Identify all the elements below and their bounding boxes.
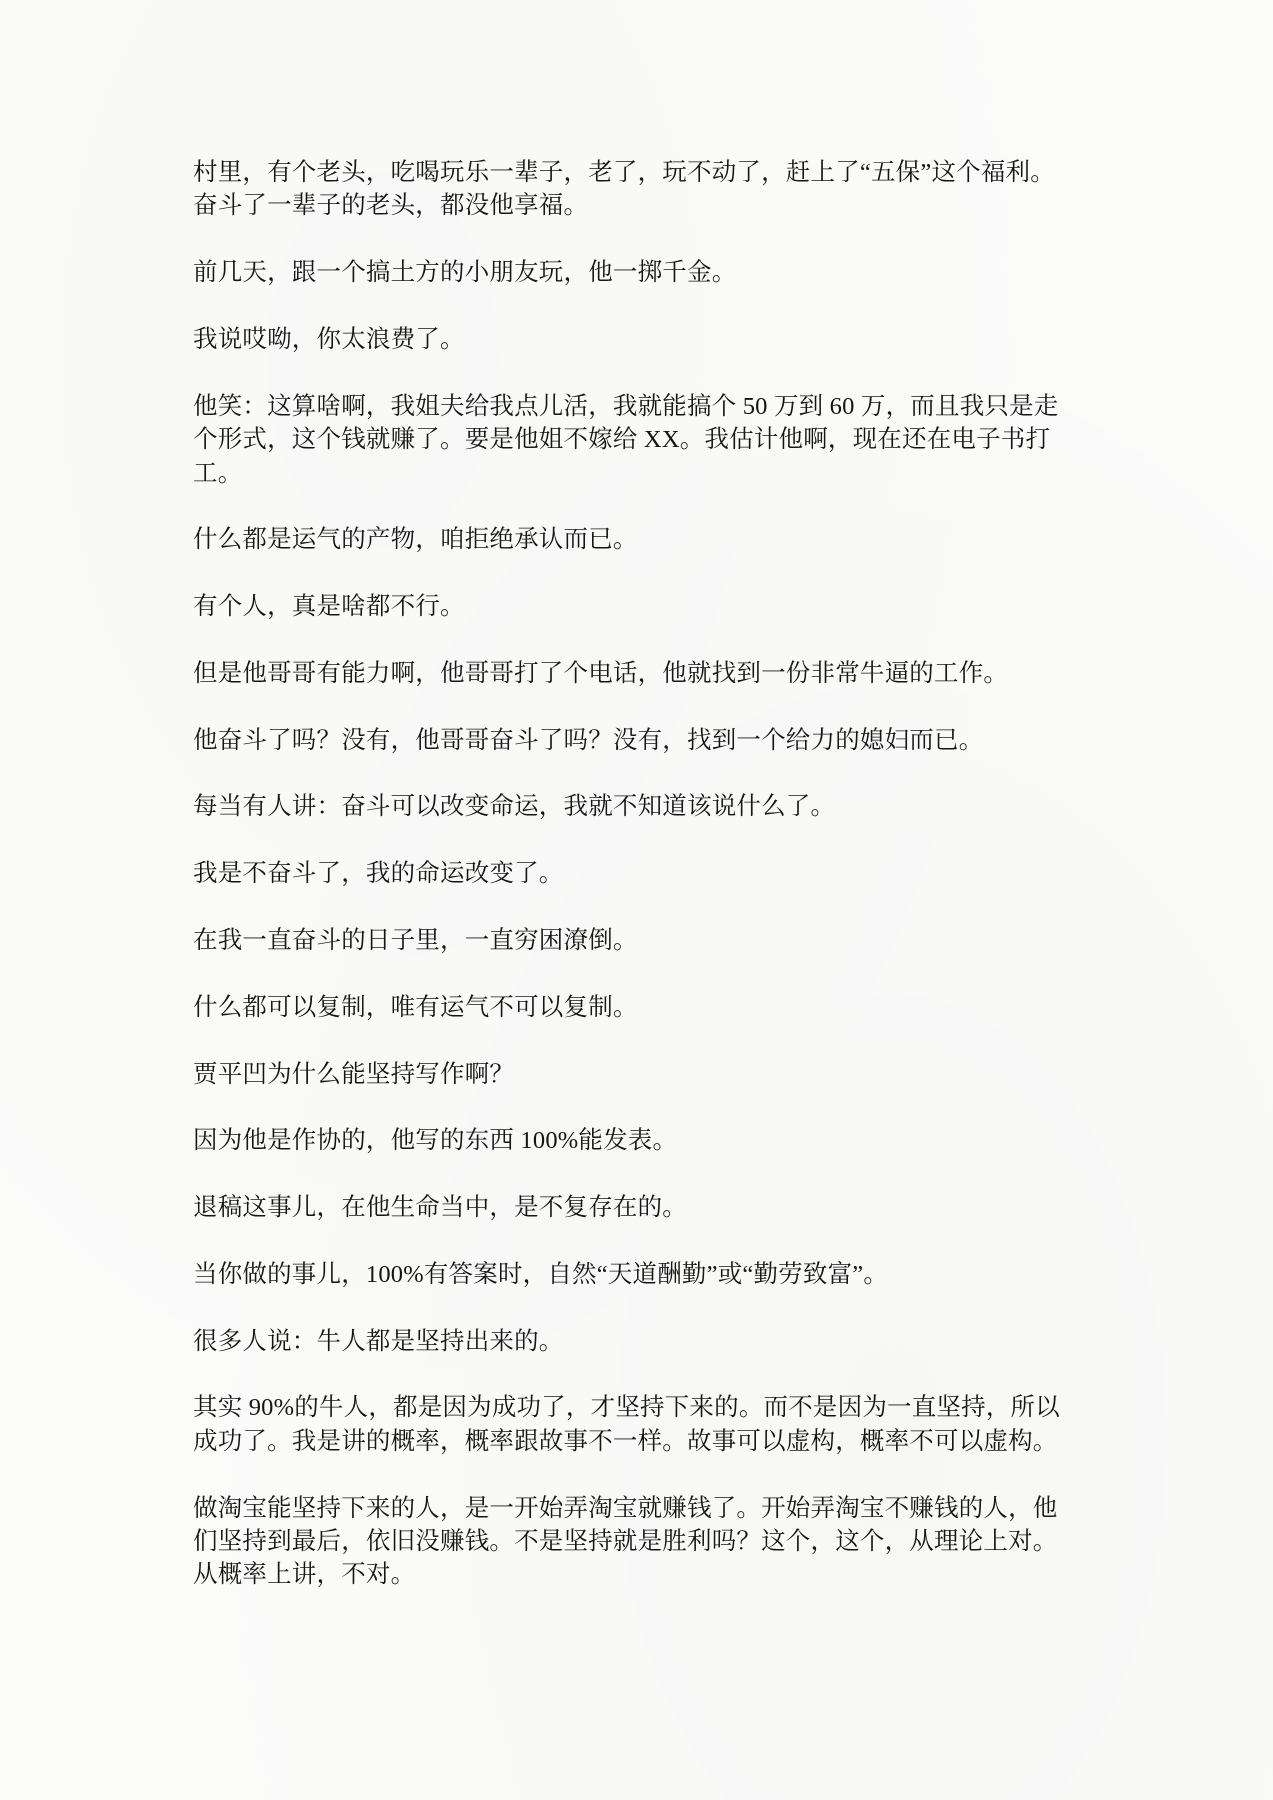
- paragraph: [193, 724, 1153, 757]
- paragraph: [193, 1325, 1153, 1358]
- paragraph: [193, 1124, 1153, 1157]
- paragraph: [193, 1391, 1153, 1458]
- paragraph: [193, 1058, 1153, 1091]
- paragraph: [193, 924, 1153, 957]
- paragraph: [193, 1191, 1153, 1224]
- text-line: 做淘宝能坚持下来的人，是一开始弄淘宝就赚钱了。开始弄淘宝不赚钱的人，他: [193, 1494, 1058, 1522]
- text-line: 成功了。我是讲的概率，概率跟故事不一样。故事可以虚构，概率不可以虚构。: [193, 1427, 1058, 1455]
- paragraph: [193, 323, 1153, 356]
- text-line: 有个人，真是啥都不行。: [193, 593, 465, 621]
- text-line: 什么都可以复制，唯有运气不可以复制。: [193, 993, 638, 1021]
- paragraph: [193, 523, 1153, 556]
- paragraph: [193, 857, 1153, 890]
- text-line: 但是他哥哥有能力啊，他哥哥打了个电话，他就找到一份非常牛逼的工作。: [193, 659, 1009, 687]
- paragraph: [193, 390, 1153, 490]
- text-line: 个形式，这个钱就赚了。要是他姐不嫁给 XX。我估计他啊，现在还在电子书打: [193, 426, 1051, 454]
- text-line: 我是不奋斗了，我的命运改变了。: [193, 860, 564, 888]
- text-line: 很多人说：牛人都是坚持出来的。: [193, 1327, 564, 1355]
- paragraph: [193, 256, 1153, 289]
- text-line: 什么都是运气的产物，咱拒绝承认而已。: [193, 526, 638, 554]
- paragraph: [193, 590, 1153, 623]
- text-line: 前几天，跟一个搞土方的小朋友玩，他一掷千金。: [193, 259, 737, 287]
- text-line: 从概率上讲，不对。: [193, 1561, 416, 1589]
- text-line: 们坚持到最后，依旧没赚钱。不是坚持就是胜利吗？这个，这个，从理论上对。: [193, 1528, 1058, 1556]
- text-line: 我说哎呦，你太浪费了。: [193, 325, 465, 353]
- text-line: 退稿这事儿，在他生命当中，是不复存在的。: [193, 1194, 687, 1222]
- paragraph: [193, 790, 1153, 823]
- text-line: 每当有人讲：奋斗可以改变命运，我就不知道该说什么了。: [193, 793, 836, 821]
- text-line: 工。: [193, 459, 243, 487]
- text-line: 贾平凹为什么能坚持写作啊？: [193, 1060, 515, 1088]
- paragraph: [193, 657, 1153, 690]
- text-line: 奋斗了一辈子的老头，都没他享福。: [193, 192, 589, 220]
- paragraph: [193, 1492, 1153, 1592]
- text-line: 当你做的事儿，100%有答案时，自然“天道酬勤”或“勤劳致富”。: [193, 1260, 889, 1288]
- text-line: 村里，有个老头，吃喝玩乐一辈子，老了，玩不动了，赶上了“五保”这个福利。: [193, 159, 1055, 186]
- paragraph: [193, 156, 1153, 223]
- text-line: 因为他是作协的，他写的东西 100%能发表。: [193, 1127, 678, 1155]
- paragraph: [193, 991, 1153, 1024]
- text-line: 在我一直奋斗的日子里，一直穷困潦倒。: [193, 926, 638, 954]
- paragraph: [193, 1258, 1153, 1291]
- text-line: 其实 90%的牛人，都是因为成功了，才坚持下来的。而不是因为一直坚持，所以: [193, 1394, 1060, 1422]
- text-line: 他奋斗了吗？没有，他哥哥奋斗了吗？没有，找到一个给力的媳妇而已。: [193, 726, 984, 754]
- text-line: 他笑：这算啥啊，我姐夫给我点儿活，我就能搞个 50 万到 60 万，而且我只是走: [193, 392, 1059, 420]
